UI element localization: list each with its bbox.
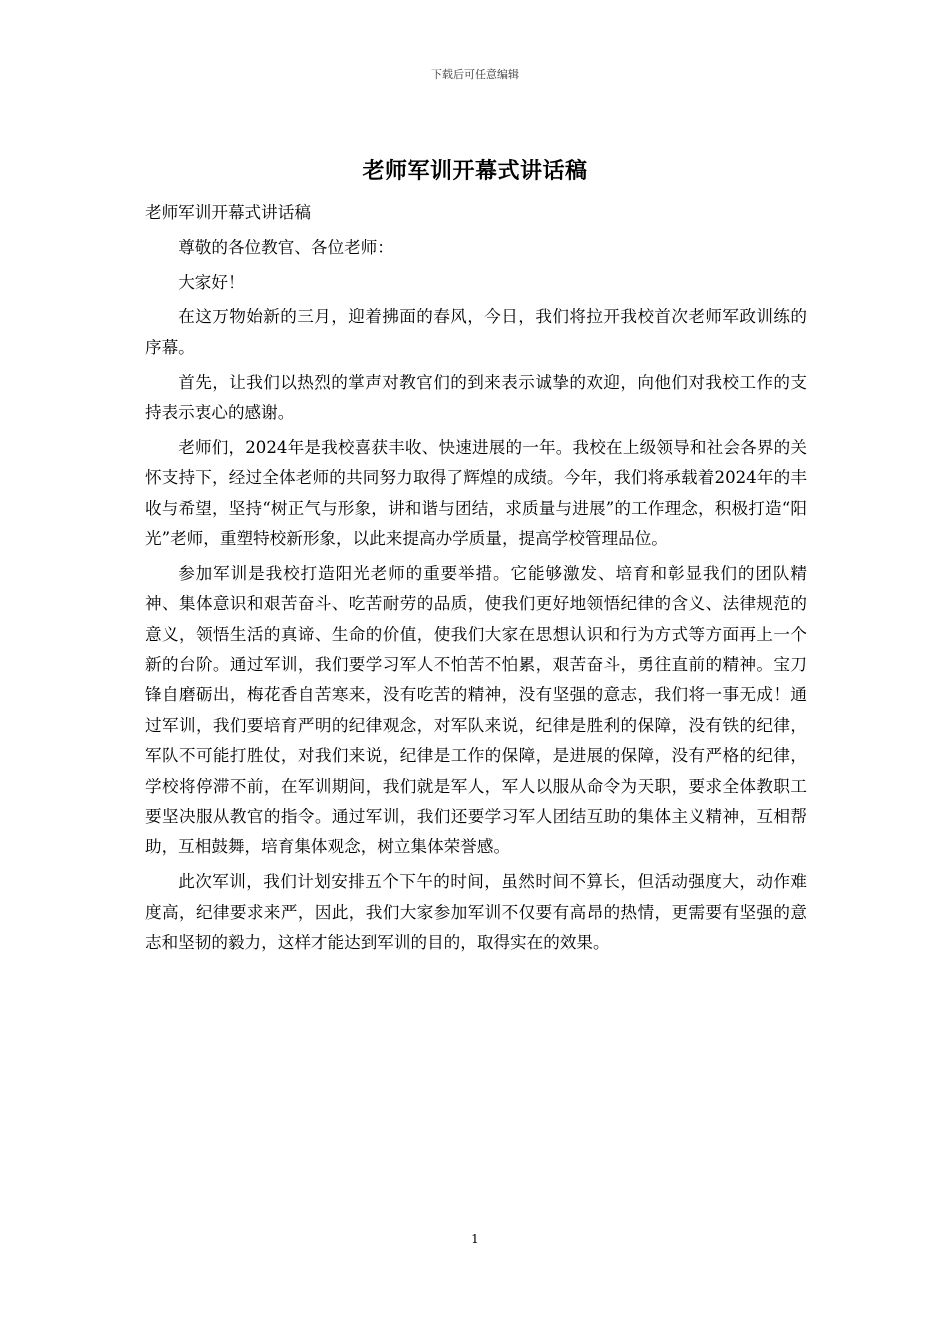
paragraph-greeting: 大家好！: [178, 272, 245, 292]
header-note: 下载后可任意编辑: [431, 68, 519, 81]
document-body: [145, 198, 807, 963]
document-subtitle: 老师军训开幕式讲话稿: [145, 203, 311, 222]
paragraph-schedule: 此次军训，我们计划安排五个下午的时间，虽然时间不算长，但活动强度大，动作难度高，纪律要求来严，因此，我们大家参加军训不仅要有高昂的热情，更需要有坚强的意志和坚韧的毅力，这样才能达到军训的目的，取得实在的效果。: [145, 872, 807, 953]
paragraph-salutation: 尊敬的各位教官、各位老师：: [178, 237, 394, 257]
page-number: 1: [471, 1232, 479, 1246]
paragraph-opening: 在这万物始新的三月，迎着拂面的春风，今日，我们将拉开我校首次老师军政训练的序幕。: [145, 307, 807, 357]
paragraph-welcome: 首先，让我们以热烈的掌声对教官们的到来表示诚挚的欢迎，向他们对我校工作的支持表示衷心的感谢。: [145, 372, 807, 422]
paragraph-significance: 参加军训是我校打造阳光老师的重要举措。它能够激发、培育和彰显我们的团队精神、集体意识和艰苦奋斗、吃苦耐劳的品质，使我们更好地领悟纪律的含义、法律规范的意义，领悟生活的真谛、生命的价值，使我们大家在思想认识和行为方式等方面再上一个新的台阶。通过军训，我们要学习军人不怕苦不怕累，艰苦奋斗，勇往直前的精神。宝刀锋自磨砺出，梅花香自苦寒来，没有吃苦的精神，没有坚强的意志，我们将一事无成！通过军训，我们要培育严明的纪律观念，对军队来说，纪律是胜利的保障，没有铁的纪律，军队不可能打胜仗，对我们来说，纪律是工作的保障，是进展的保障，没有严格的纪律，学校将停滞不前，在军训期间，我们就是军人，军人以服从命令为天职，要求全体教职工要坚决服从教官的指令。通过军训，我们还要学习军人团结互助的集体主义精神，互相帮助，互相鼓舞，培育集体观念，树立集体荣誉感。: [145, 563, 807, 857]
paragraph-achievements: 老师们，2024年是我校喜获丰收、快速进展的一年。我校在上级领导和社会各界的关怀支持下，经过全体老师的共同努力取得了辉煌的成绩。今年，我们将承载着2024年的丰收与希望，坚持“树正气与形象，讲和谐与团结，求质量与进展”的工作理念，积极打造“阳光”老师，重塑特校新形象，以此来提高办学质量，提高学校管理品位。: [145, 437, 807, 549]
document-title: 老师军训开幕式讲话稿: [362, 158, 588, 184]
